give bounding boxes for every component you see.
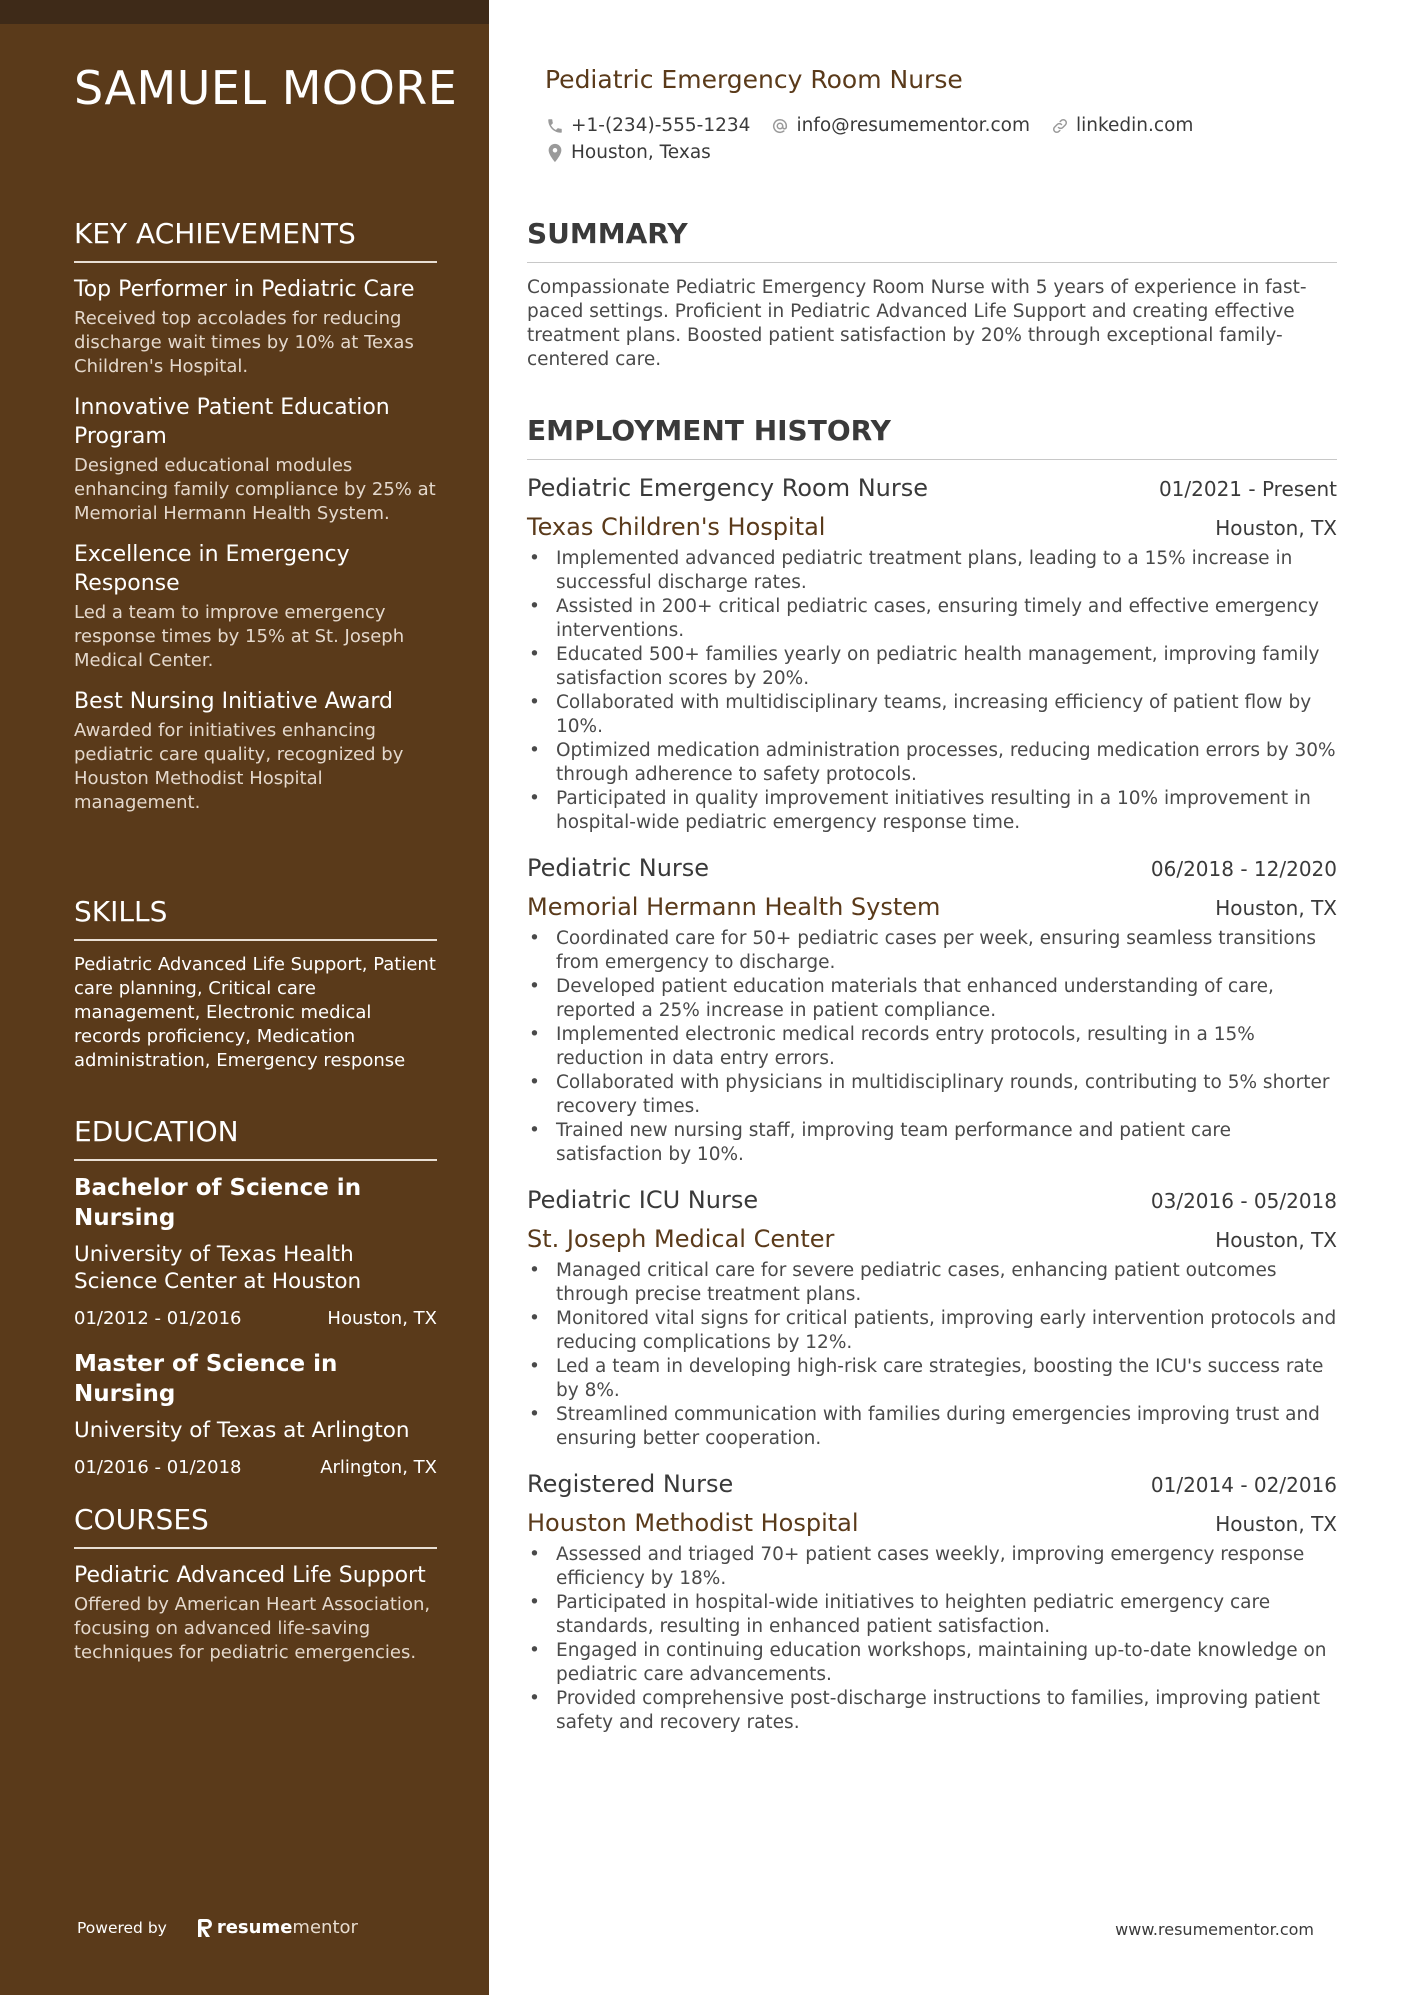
job-entry xyxy=(527,473,1337,835)
phone-contact[interactable] xyxy=(545,115,750,136)
job-bullet: • Collaborated with physicians in multidisciplinary rounds, contributing to 5% shorter recovery times. xyxy=(527,1071,1337,1119)
powered-by xyxy=(77,1917,358,1938)
job-dates: 01/2014 - 02/2016 xyxy=(1150,1473,1337,1497)
education-school: University of Texas Health Science Center at Houston xyxy=(74,1242,362,1294)
job-subheader xyxy=(527,1508,1337,1539)
course-description: Offered by American Heart Association, focusing on advanced life-saving techniques for pediatric emergencies. xyxy=(74,1594,431,1663)
courses-heading: COURSES xyxy=(74,1502,437,1549)
education-dates: 01/2016 - 01/2018 xyxy=(74,1457,242,1478)
job-dates: 06/2018 - 12/2020 xyxy=(1150,857,1337,881)
achievement-description: Designed educational modules enhancing family compliance by 25% at Memorial Hermann Health System. xyxy=(74,455,436,524)
employment-section xyxy=(527,413,1337,1753)
achievement-title: Innovative Patient Education Program xyxy=(74,395,390,449)
job-subheader xyxy=(527,892,1337,923)
job-bullets xyxy=(527,547,1337,835)
education-location: Arlington, TX xyxy=(320,1457,437,1478)
job-bullet: • Participated in hospital-wide initiatives to heighten pediatric emergency care standards, resulting in enhanced patient satisfaction. xyxy=(527,1591,1337,1639)
job-entry xyxy=(527,1469,1337,1735)
education-dates: 01/2012 - 01/2016 xyxy=(74,1308,242,1329)
education-heading: EDUCATION xyxy=(74,1114,437,1161)
education-school: University of Texas at Arlington xyxy=(74,1418,410,1443)
job-location: Houston, TX xyxy=(1215,896,1337,920)
job-subheader xyxy=(527,1224,1337,1255)
phone-icon xyxy=(545,116,565,136)
job-role: Pediatric Nurse xyxy=(527,854,710,882)
course-item xyxy=(74,1561,437,1665)
job-bullet: • Optimized medication administration processes, reducing medication errors by 30% through adherence to safety protocols. xyxy=(527,739,1337,787)
sidebar-top-bar xyxy=(0,0,489,24)
job-bullet: • Coordinated care for 50+ pediatric cases per week, ensuring seamless transitions from emergency to discharge. xyxy=(527,927,1337,975)
job-role: Registered Nurse xyxy=(527,1470,734,1498)
job-location: Houston, TX xyxy=(1215,1228,1337,1252)
job-bullet: • Streamlined communication with families during emergencies improving trust and ensuring better cooperation. xyxy=(527,1403,1337,1451)
job-bullets xyxy=(527,1259,1337,1451)
key-achievements-heading: KEY ACHIEVEMENTS xyxy=(74,216,437,263)
linkedin-contact[interactable] xyxy=(1050,115,1193,136)
job-bullet: • Developed patient education materials that enhanced understanding of care, reported a 25% increase in patient compliance. xyxy=(527,975,1337,1023)
job-bullet: • Assisted in 200+ critical pediatric cases, ensuring timely and effective emergency interventions. xyxy=(527,595,1337,643)
achievement-description: Awarded for initiatives enhancing pediatric care quality, recognized by Houston Methodist Hospital management. xyxy=(74,720,404,813)
job-header xyxy=(527,853,1337,884)
contact-line xyxy=(545,112,1245,139)
summary-text: Compassionate Pediatric Emergency Room Nurse with 5 years of experience in fast-paced settings. Proficient in Pediatric Advanced Life Support and creating effective treatment plans. Boosted patient satisfaction by 20% through exceptional family-centered care. xyxy=(527,277,1307,370)
sidebar xyxy=(0,0,489,1995)
job-subheader xyxy=(527,512,1337,543)
education-meta xyxy=(74,1456,437,1480)
achievement-description: Led a team to improve emergency response times by 15% at St. Joseph Medical Center. xyxy=(74,602,405,671)
summary-section xyxy=(527,216,1337,372)
job-bullets xyxy=(527,1543,1337,1735)
resumementor-logo-icon xyxy=(197,1918,213,1938)
achievement-item xyxy=(74,540,437,673)
main-content xyxy=(527,0,1337,1995)
summary-heading: SUMMARY xyxy=(527,216,1337,263)
skills-list: Pediatric Advanced Life Support, Patient care planning, Critical care management, Electronic medical records proficiency, Medication administration, Emergency response xyxy=(74,954,436,1071)
location-text: Houston, Texas xyxy=(571,142,711,163)
education-degree: Master of Science in Nursing xyxy=(74,1351,338,1407)
education-degree: Bachelor of Science in Nursing xyxy=(74,1175,362,1231)
job-bullet: • Trained new nursing staff, improving team performance and patient care satisfaction by 10%. xyxy=(527,1119,1337,1167)
link-icon xyxy=(1050,116,1070,136)
job-bullet: • Provided comprehensive post-discharge instructions to families, improving patient safety and recovery rates. xyxy=(527,1687,1337,1735)
job-role: Pediatric Emergency Room Nurse xyxy=(527,474,929,502)
skills-heading: SKILLS xyxy=(74,894,437,941)
job-header xyxy=(527,473,1337,504)
footer-website-link[interactable]: www.resumementor.com xyxy=(1115,1920,1314,1939)
job-bullet: • Participated in quality improvement initiatives resulting in a 10% improvement in hospital-wide pediatric emergency response time. xyxy=(527,787,1337,835)
job-header xyxy=(527,1185,1337,1216)
achievement-item xyxy=(74,687,437,815)
courses-section xyxy=(74,1502,437,1665)
education-meta xyxy=(74,1307,437,1331)
location-contact xyxy=(545,142,711,163)
job-bullet: • Managed critical care for severe pediatric cases, enhancing patient outcomes through precise treatment plans. xyxy=(527,1259,1337,1307)
job-header xyxy=(527,1469,1337,1500)
education-location: Houston, TX xyxy=(327,1308,437,1329)
course-title: Pediatric Advanced Life Support xyxy=(74,1563,426,1588)
job-company: Texas Children's Hospital xyxy=(527,513,826,541)
education-section xyxy=(74,1114,437,1498)
phone-number: +1-(234)-555-1234 xyxy=(571,115,751,136)
resumementor-logo[interactable] xyxy=(197,1917,358,1938)
job-location: Houston, TX xyxy=(1215,516,1337,540)
job-bullet: • Engaged in continuing education workshops, maintaining up-to-date knowledge on pediatric care advancements. xyxy=(527,1639,1337,1687)
job-company: Houston Methodist Hospital xyxy=(527,1509,859,1537)
job-bullet: • Implemented advanced pediatric treatment plans, leading to a 15% increase in successful discharge rates. xyxy=(527,547,1337,595)
education-item xyxy=(74,1349,437,1480)
job-dates: 01/2021 - Present xyxy=(1158,477,1337,501)
job-bullet: • Educated 500+ families yearly on pediatric health management, improving family satisfaction scores by 20%. xyxy=(527,643,1337,691)
employment-heading: EMPLOYMENT HISTORY xyxy=(527,413,1337,460)
email-address: info@resumementor.com xyxy=(796,115,1030,136)
at-sign-icon xyxy=(770,116,790,136)
achievement-description: Received top accolades for reducing discharge wait times by 10% at Texas Children's Hospital. xyxy=(74,308,414,377)
job-bullet: • Implemented electronic medical records entry protocols, resulting in a 15% reduction in data entry errors. xyxy=(527,1023,1337,1071)
brand-name-bold: resume xyxy=(216,1917,293,1938)
job-bullet: • Monitored vital signs for critical patients, improving early intervention protocols and reducing complications by 12%. xyxy=(527,1307,1337,1355)
job-bullets xyxy=(527,927,1337,1167)
key-achievements-section xyxy=(74,216,437,829)
target-job-title: Pediatric Emergency Room Nurse xyxy=(545,65,963,94)
achievement-item xyxy=(74,393,437,526)
contact-info xyxy=(545,112,1245,166)
job-entry xyxy=(527,853,1337,1167)
linkedin-url: linkedin.com xyxy=(1075,115,1194,136)
job-bullet: • Led a team in developing high-risk care strategies, boosting the ICU's success rate by 8%. xyxy=(527,1355,1337,1403)
email-contact[interactable] xyxy=(770,115,1030,136)
job-company: Memorial Hermann Health System xyxy=(527,893,941,921)
achievement-title: Best Nursing Initiative Award xyxy=(74,689,393,714)
candidate-name: SAMUEL MOORE xyxy=(74,61,458,115)
achievement-item xyxy=(74,275,437,379)
education-item xyxy=(74,1173,437,1331)
location-pin-icon xyxy=(545,143,565,163)
achievement-title: Top Performer in Pediatric Care xyxy=(74,277,415,302)
achievement-title: Excellence in Emergency Response xyxy=(74,542,350,596)
contact-line xyxy=(545,139,1245,166)
job-bullet: • Collaborated with multidisciplinary teams, increasing efficiency of patient flow by 10%. xyxy=(527,691,1337,739)
job-dates: 03/2016 - 05/2018 xyxy=(1150,1189,1337,1213)
skills-section xyxy=(74,894,437,1073)
job-company: St. Joseph Medical Center xyxy=(527,1225,835,1253)
job-entry xyxy=(527,1185,1337,1451)
job-location: Houston, TX xyxy=(1215,1512,1337,1536)
brand-name-light: mentor xyxy=(292,1917,358,1938)
job-bullet: • Assessed and triaged 70+ patient cases weekly, improving emergency response efficiency by 18%. xyxy=(527,1543,1337,1591)
job-role: Pediatric ICU Nurse xyxy=(527,1186,759,1214)
powered-by-label: Powered by xyxy=(77,1918,167,1937)
